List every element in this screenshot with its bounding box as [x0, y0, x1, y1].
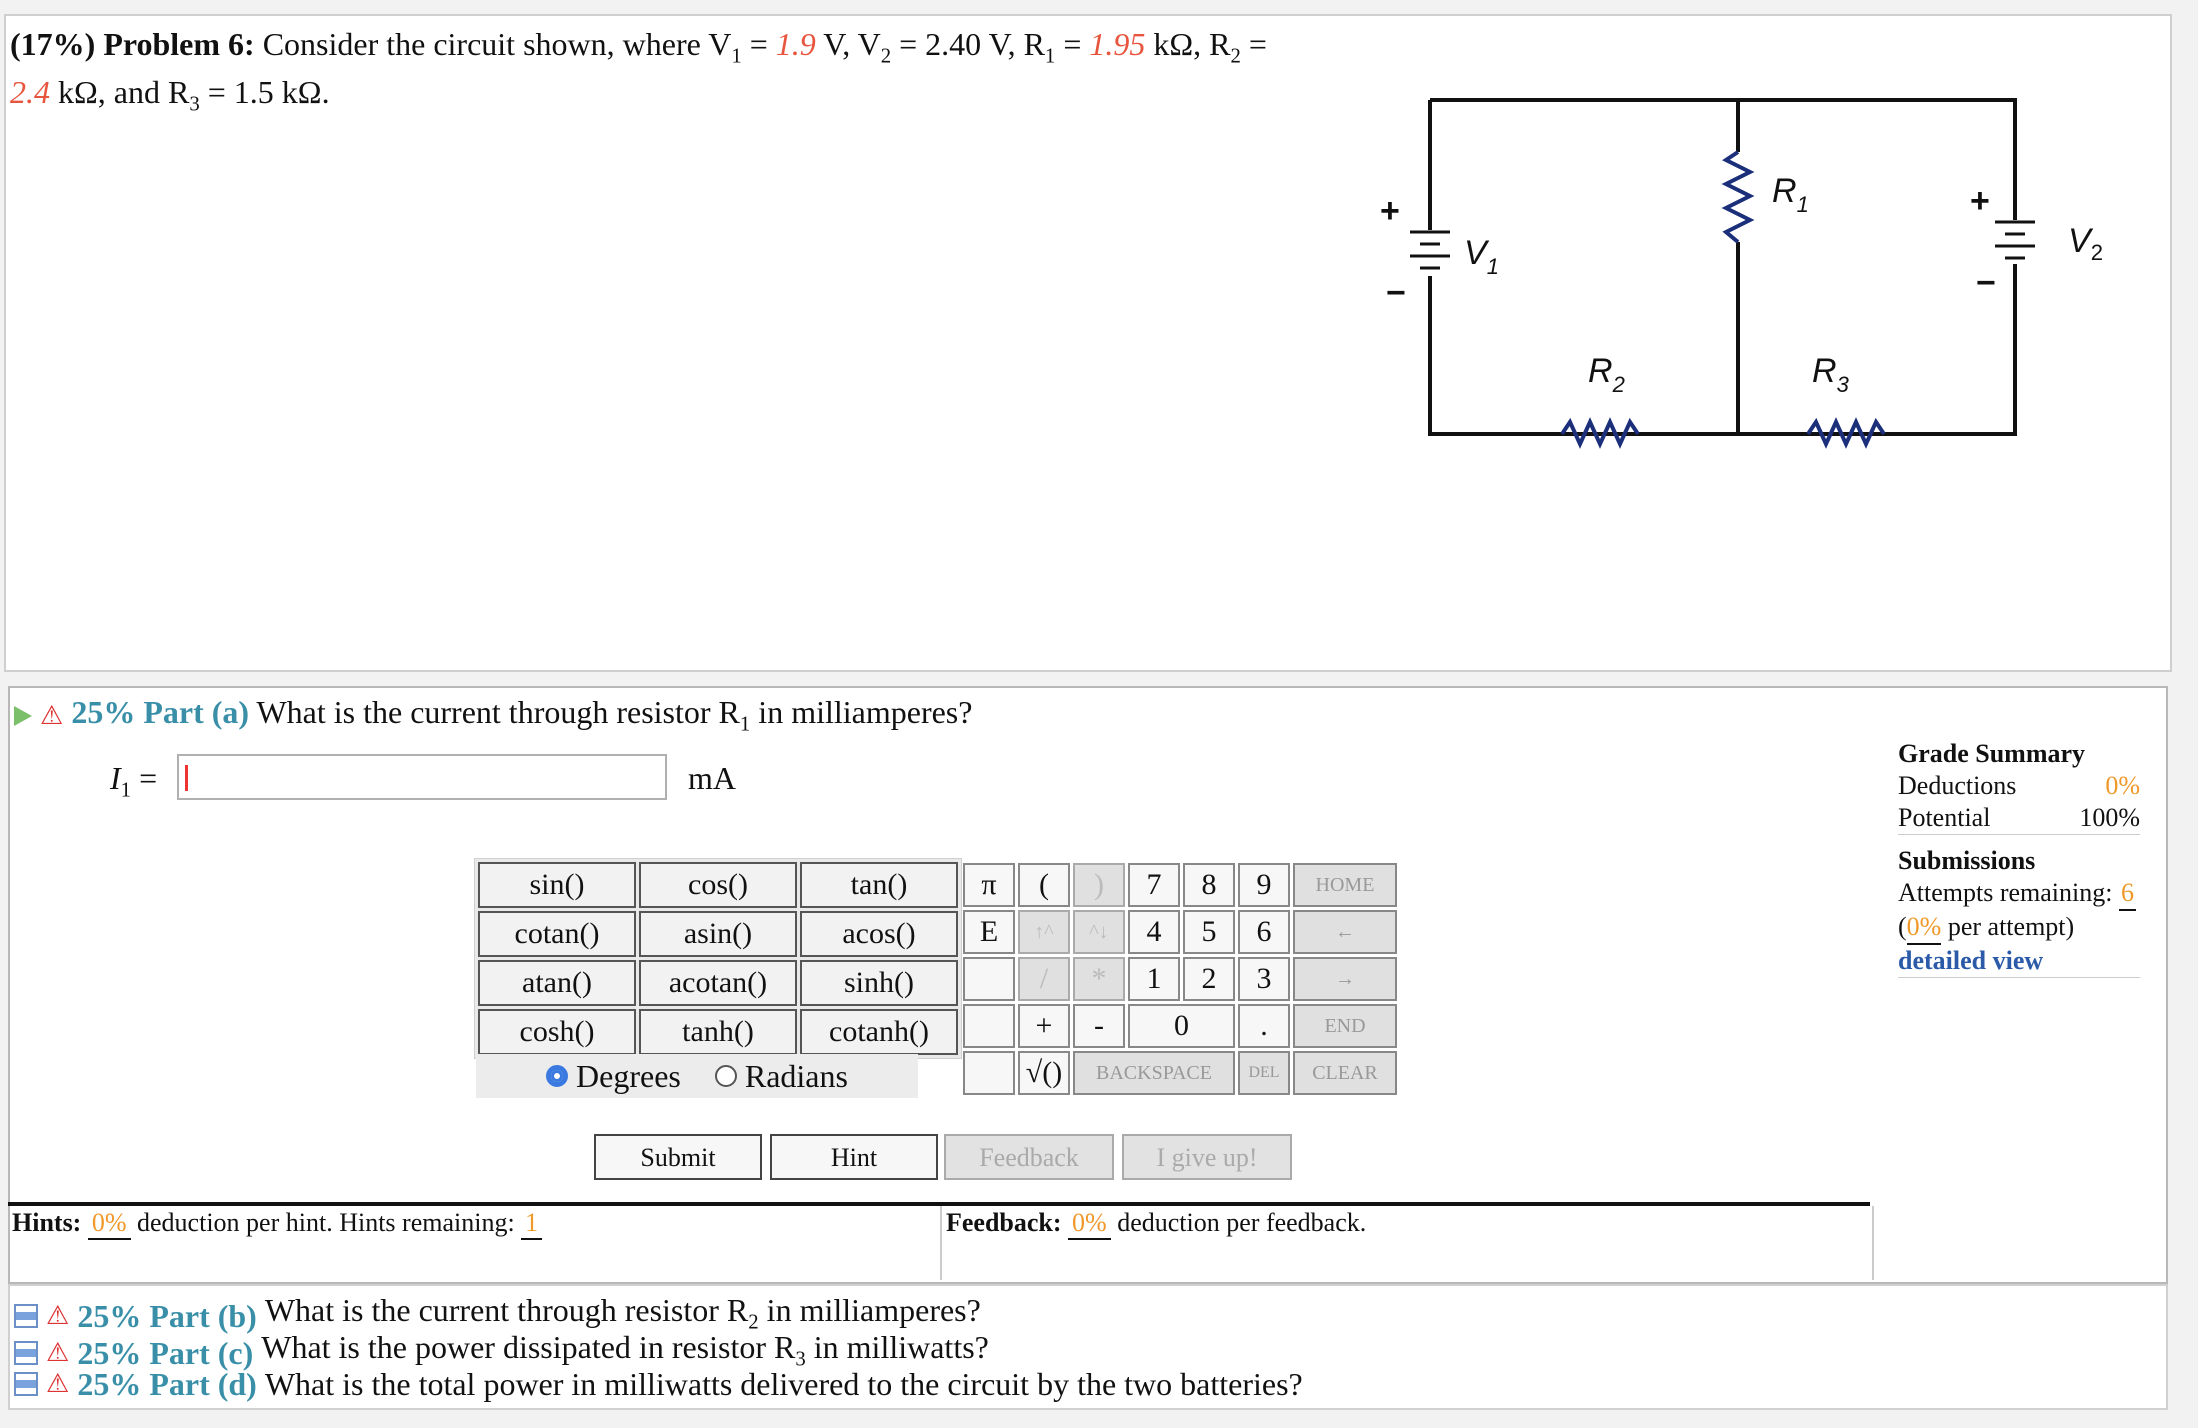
svg-text:−: −	[1976, 264, 1996, 302]
feedback-info: Feedback: 0% deduction per feedback.	[946, 1208, 1366, 1240]
key-plus[interactable]: +	[1018, 1004, 1070, 1048]
key-3[interactable]: 3	[1238, 957, 1290, 1001]
problem-weight: (17%)	[10, 26, 96, 62]
key-backspace[interactable]: BACKSPACE	[1073, 1051, 1235, 1095]
part-status-icon	[14, 1372, 38, 1396]
svg-text:+: +	[1970, 182, 1990, 220]
give-up-button[interactable]: I give up!	[1122, 1134, 1292, 1180]
key-down[interactable]: ^↓	[1073, 910, 1125, 954]
circuit-diagram	[1380, 82, 2040, 452]
degrees-radio[interactable]	[546, 1065, 568, 1087]
svg-text:+: +	[1380, 192, 1400, 230]
expand-triangle-icon[interactable]	[14, 706, 32, 726]
key-tanh[interactable]: tanh()	[639, 1009, 797, 1055]
hints-info: Hints: 0% deduction per hint. Hints remaining: 1	[12, 1208, 542, 1240]
warning-icon: ⚠	[46, 1369, 70, 1398]
grade-summary	[1898, 738, 2140, 978]
angle-mode-selector	[476, 1054, 918, 1098]
submit-button[interactable]: Submit	[594, 1134, 762, 1180]
key-sin[interactable]: sin()	[478, 862, 636, 908]
given-r1: 1.95	[1089, 26, 1146, 62]
hints-divider	[940, 1206, 942, 1280]
label-v1: $V_1$	[1464, 234, 1499, 279]
warning-icon: ⚠	[46, 1301, 70, 1331]
feedback-right-border	[1872, 1206, 1874, 1280]
key-7[interactable]: 7	[1128, 863, 1180, 907]
given-v1: 1.9	[775, 26, 816, 62]
answer-input[interactable]	[177, 754, 667, 800]
part-c-row[interactable]: ⚠ 25% Part (c) What is the power dissipated in resistor $R_3$ in milliwatts?	[14, 1329, 989, 1377]
key-del[interactable]: DEL	[1238, 1051, 1290, 1095]
warning-icon: ⚠	[46, 1338, 70, 1368]
text-caret	[185, 765, 188, 791]
potential-row: Potential 100%	[1898, 802, 2140, 835]
key-1[interactable]: 1	[1128, 957, 1180, 1001]
resistor-r1	[1726, 152, 1750, 242]
answer-variable-label: $I_1$ =	[110, 760, 158, 802]
key-sinh[interactable]: sinh()	[800, 960, 958, 1006]
key-6[interactable]: 6	[1238, 910, 1290, 954]
part-a-label: 25% Part (a)	[71, 694, 250, 730]
radians-label: Radians	[744, 1057, 848, 1094]
key-0[interactable]: 0	[1128, 1004, 1235, 1048]
warning-icon: ⚠	[40, 700, 64, 730]
key-2[interactable]: 2	[1183, 957, 1235, 1001]
key-e[interactable]: E	[963, 910, 1015, 954]
submissions-title: Submissions	[1898, 846, 2036, 875]
key-up[interactable]: ↑^	[1018, 910, 1070, 954]
key-acos[interactable]: acos()	[800, 911, 958, 957]
key-open-paren[interactable]: (	[1018, 863, 1070, 907]
key-divide[interactable]: /	[1018, 957, 1070, 1001]
numeric-keypad	[960, 860, 1400, 1098]
label-r1: $R_1$	[1772, 172, 1809, 217]
problem-statement: (17%) Problem 6: Consider the circuit shown, where $V_1 = 1.9$ V, $V_2 = 2.40$ V, $R_1 = 1.95$ kΩ, $R_2 = 2.4$ kΩ, and $R_3 = 1.5$ kΩ.	[10, 26, 1267, 116]
key-left-arrow[interactable]: ←	[1293, 910, 1397, 954]
key-blank-2	[963, 1004, 1015, 1048]
part-status-icon	[14, 1341, 38, 1365]
label-v2-text: $V_2$	[2068, 222, 2103, 265]
label-r2: $R_2$	[1588, 352, 1625, 397]
key-8[interactable]: 8	[1183, 863, 1235, 907]
part-a-header	[14, 692, 972, 744]
feedback-button[interactable]: Feedback	[944, 1134, 1114, 1180]
per-attempt: (0% per attempt)	[1898, 911, 2140, 945]
key-cotanh[interactable]: cotanh()	[800, 1009, 958, 1055]
key-home[interactable]: HOME	[1293, 863, 1397, 907]
degrees-label: Degrees	[576, 1057, 681, 1094]
key-4[interactable]: 4	[1128, 910, 1180, 954]
svg-text:−: −	[1386, 274, 1406, 312]
function-keypad	[474, 858, 962, 1059]
key-multiply[interactable]: *	[1073, 957, 1125, 1001]
key-pi[interactable]: π	[963, 863, 1015, 907]
key-dot[interactable]: .	[1238, 1004, 1290, 1048]
key-blank-3	[963, 1051, 1015, 1095]
battery-v1	[1410, 232, 1450, 268]
key-asin[interactable]: asin()	[639, 911, 797, 957]
key-sqrt[interactable]: √()	[1018, 1051, 1070, 1095]
key-9[interactable]: 9	[1238, 863, 1290, 907]
key-end[interactable]: END	[1293, 1004, 1397, 1048]
battery-v2	[1995, 222, 2035, 258]
grade-summary-title: Grade Summary	[1898, 739, 2086, 768]
key-cotan[interactable]: cotan()	[478, 911, 636, 957]
given-r2: 2.4	[10, 74, 50, 111]
key-blank-1	[963, 957, 1015, 1001]
key-tan[interactable]: tan()	[800, 862, 958, 908]
key-5[interactable]: 5	[1183, 910, 1235, 954]
radians-radio[interactable]	[715, 1065, 737, 1087]
key-acotan[interactable]: acotan()	[639, 960, 797, 1006]
attempts-remaining: Attempts remaining: 6	[1898, 877, 2140, 911]
part-d-row[interactable]: ⚠ 25% Part (d) What is the total power in milliwatts delivered to the circuit by the two batteries?	[14, 1366, 1303, 1402]
problem-title: Problem 6:	[103, 26, 255, 62]
hint-button[interactable]: Hint	[770, 1134, 938, 1180]
part-status-icon	[14, 1304, 38, 1328]
key-right-arrow[interactable]: →	[1293, 957, 1397, 1001]
key-cosh[interactable]: cosh()	[478, 1009, 636, 1055]
part-b-row[interactable]: ⚠ 25% Part (b) What is the current through resistor $R_2$ in milliamperes?	[14, 1292, 981, 1340]
key-cos[interactable]: cos()	[639, 862, 797, 908]
label-r3: $R_3$	[1812, 352, 1849, 397]
key-minus[interactable]: -	[1073, 1004, 1125, 1048]
answer-unit: mA	[688, 760, 736, 796]
key-clear[interactable]: CLEAR	[1293, 1051, 1397, 1095]
part-a-question: What is the current through resistor $R_1$ in milliamperes?	[256, 694, 973, 736]
key-atan[interactable]: atan()	[478, 960, 636, 1006]
deductions-row: Deductions 0%	[1898, 771, 2140, 800]
detailed-view-link[interactable]: detailed view	[1898, 945, 2140, 978]
key-close-paren[interactable]: )	[1073, 863, 1125, 907]
